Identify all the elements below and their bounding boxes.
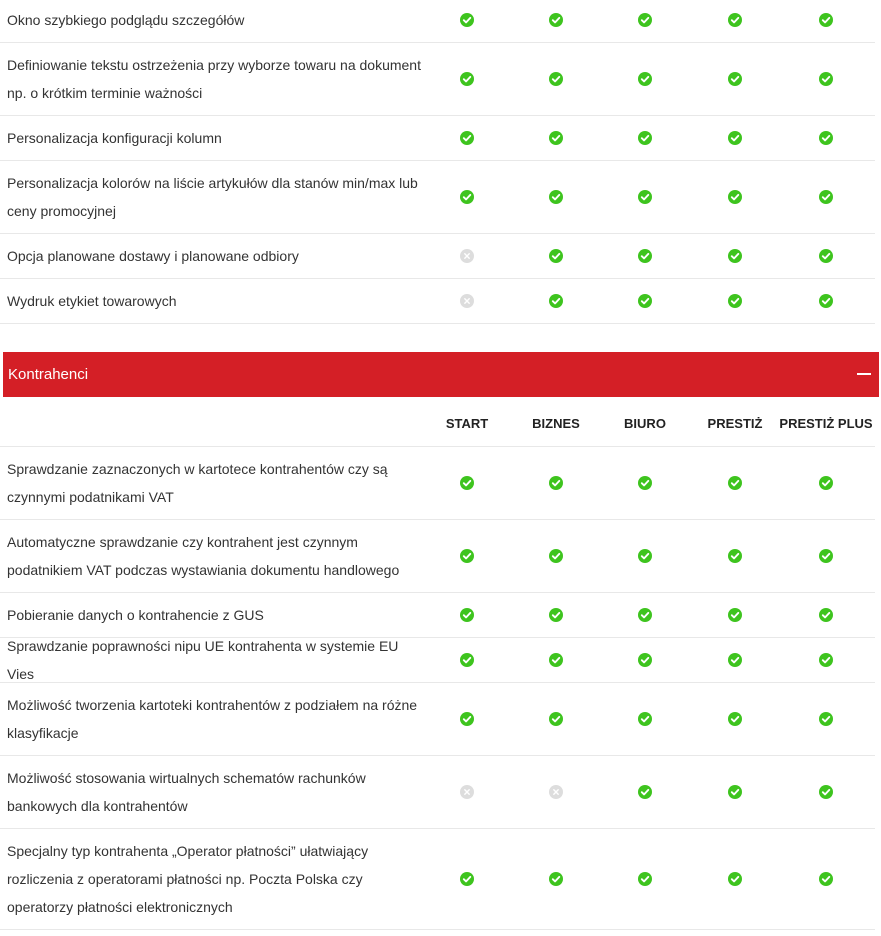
plan-cell-3 <box>705 593 765 637</box>
check-icon <box>460 549 474 563</box>
table-row <box>0 829 875 930</box>
plan-cell-0 <box>437 520 497 592</box>
plan-cell-3 <box>705 279 765 323</box>
feature-label-line: Opcja planowane dostawy i planowane odbiory <box>7 248 299 264</box>
check-icon <box>728 13 742 27</box>
plan-cell-1 <box>526 447 586 519</box>
check-icon <box>819 712 833 726</box>
plan-cell-1 <box>526 829 586 929</box>
table-row <box>0 161 875 234</box>
plan-cell-3 <box>705 0 765 42</box>
check-icon <box>460 131 474 145</box>
check-icon <box>819 190 833 204</box>
section-header-kontrahenci[interactable] <box>3 352 879 397</box>
check-icon <box>819 785 833 799</box>
check-icon <box>638 549 652 563</box>
plan-cell-3 <box>705 829 765 929</box>
plan-header-4: PRESTIŻ PLUS <box>779 416 873 431</box>
feature-label-line: podatnikiem VAT podczas wystawiania dokumentu handlowego <box>7 562 400 578</box>
plan-cell-2 <box>615 638 675 682</box>
feature-label-line: Możliwość stosowania wirtualnych schematów rachunków <box>7 770 366 786</box>
table-row <box>0 638 875 683</box>
check-icon <box>819 476 833 490</box>
check-icon <box>819 131 833 145</box>
check-icon <box>460 13 474 27</box>
feature-label-line: Możliwość tworzenia kartoteki kontrahentów z podziałem na różne <box>7 697 418 713</box>
plan-cell-1 <box>526 0 586 42</box>
check-icon <box>819 72 833 86</box>
plan-cell-2 <box>615 593 675 637</box>
feature-label-line: Wydruk etykiet towarowych <box>7 293 177 309</box>
check-icon <box>549 294 563 308</box>
feature-label-line: Personalizacja konfiguracji kolumn <box>7 130 222 146</box>
feature-label <box>7 279 427 323</box>
plan-cell-3 <box>705 161 765 233</box>
check-icon <box>728 785 742 799</box>
plan-cell-4 <box>796 638 856 682</box>
plan-cell-1 <box>526 683 586 755</box>
plan-cell-4 <box>796 279 856 323</box>
feature-label-line: Pobieranie danych o kontrahencie z GUS <box>7 607 264 623</box>
plan-cell-4 <box>796 829 856 929</box>
feature-label-line: Okno szybkiego podglądu szczegółów <box>7 12 245 28</box>
check-icon <box>728 249 742 263</box>
plan-cell-3 <box>705 447 765 519</box>
feature-label-line: czynnymi podatnikami VAT <box>7 489 174 505</box>
check-icon <box>549 653 563 667</box>
plan-cell-1 <box>526 43 586 115</box>
table-row <box>0 279 875 324</box>
plan-cell-2 <box>615 0 675 42</box>
plan-cell-1 <box>526 520 586 592</box>
check-icon <box>549 190 563 204</box>
plan-cell-0 <box>437 447 497 519</box>
plan-cell-4 <box>796 43 856 115</box>
check-icon <box>638 249 652 263</box>
check-icon <box>728 190 742 204</box>
check-icon <box>819 294 833 308</box>
plan-cell-0 <box>437 829 497 929</box>
plan-header-row <box>0 401 875 447</box>
check-icon <box>549 608 563 622</box>
feature-label <box>7 593 427 637</box>
feature-label-line: Sprawdzanie poprawności nipu UE kontrahenta w systemie EU Vies <box>7 638 399 682</box>
plan-cell-0 <box>437 279 497 323</box>
plan-cell-0 <box>437 234 497 278</box>
check-icon <box>819 653 833 667</box>
feature-label-line: Sprawdzanie zaznaczonych w kartotece kontrahentów czy są <box>7 461 388 477</box>
check-icon <box>549 13 563 27</box>
minus-icon[interactable] <box>857 373 871 375</box>
check-icon <box>728 872 742 886</box>
check-icon <box>549 549 563 563</box>
check-icon <box>728 294 742 308</box>
plan-cell-1 <box>526 116 586 160</box>
plan-header-3: PRESTIŻ <box>707 416 763 431</box>
feature-label-line: Definiowanie tekstu ostrzeżenia przy wyborze towaru na dokument <box>7 57 421 73</box>
plan-cell-4 <box>796 447 856 519</box>
feature-label-line: ceny promocyjnej <box>7 203 116 219</box>
check-icon <box>728 608 742 622</box>
check-icon <box>460 608 474 622</box>
plan-cell-2 <box>615 161 675 233</box>
check-icon <box>549 72 563 86</box>
check-icon <box>549 249 563 263</box>
plan-cell-2 <box>615 447 675 519</box>
check-icon <box>819 608 833 622</box>
unavailable-icon <box>460 294 474 308</box>
table-row <box>0 0 875 43</box>
feature-label-line: Specjalny typ kontrahenta „Operator płatności” ułatwiający <box>7 843 369 859</box>
check-icon <box>638 653 652 667</box>
plan-cell-0 <box>437 638 497 682</box>
feature-label <box>7 43 427 115</box>
check-icon <box>819 13 833 27</box>
check-icon <box>549 476 563 490</box>
check-icon <box>638 294 652 308</box>
check-icon <box>460 712 474 726</box>
plan-cell-1 <box>526 234 586 278</box>
plan-cell-2 <box>615 520 675 592</box>
plan-cell-0 <box>437 756 497 828</box>
plan-cell-1 <box>526 279 586 323</box>
unavailable-icon <box>460 249 474 263</box>
check-icon <box>819 249 833 263</box>
feature-label <box>7 116 427 160</box>
plan-cell-3 <box>705 43 765 115</box>
check-icon <box>728 653 742 667</box>
plan-cell-2 <box>615 43 675 115</box>
check-icon <box>460 872 474 886</box>
check-icon <box>728 131 742 145</box>
check-icon <box>460 653 474 667</box>
plan-cell-0 <box>437 593 497 637</box>
check-icon <box>638 131 652 145</box>
check-icon <box>638 785 652 799</box>
check-icon <box>460 72 474 86</box>
feature-label-line: Personalizacja kolorów na liście artykułów dla stanów min/max lub <box>7 175 418 191</box>
plan-header-0: START <box>445 416 489 431</box>
check-icon <box>460 190 474 204</box>
feature-label <box>7 447 427 519</box>
feature-label <box>7 161 427 233</box>
plan-cell-3 <box>705 756 765 828</box>
check-icon <box>638 72 652 86</box>
feature-label-line: operatorzy płatności elektronicznych <box>7 899 233 915</box>
check-icon <box>728 72 742 86</box>
table-row <box>0 683 875 756</box>
table-row <box>0 234 875 279</box>
plan-cell-2 <box>615 116 675 160</box>
check-icon <box>638 608 652 622</box>
plan-cell-4 <box>796 0 856 42</box>
check-icon <box>460 476 474 490</box>
plan-cell-4 <box>796 683 856 755</box>
plan-cell-4 <box>796 116 856 160</box>
plan-cell-2 <box>615 234 675 278</box>
plan-cell-4 <box>796 234 856 278</box>
feature-label <box>7 683 427 755</box>
plan-cell-4 <box>796 520 856 592</box>
feature-label <box>7 638 427 682</box>
plan-cell-4 <box>796 161 856 233</box>
feature-label <box>7 756 427 828</box>
check-icon <box>549 712 563 726</box>
check-icon <box>728 712 742 726</box>
plan-cell-3 <box>705 234 765 278</box>
plan-cell-0 <box>437 43 497 115</box>
plan-cell-0 <box>437 683 497 755</box>
plan-cell-2 <box>615 279 675 323</box>
plan-cell-3 <box>705 116 765 160</box>
feature-label <box>7 829 427 929</box>
check-icon <box>638 190 652 204</box>
feature-label-line: klasyfikacje <box>7 725 79 741</box>
plan-cell-4 <box>796 756 856 828</box>
plan-cell-4 <box>796 593 856 637</box>
plan-cell-3 <box>705 520 765 592</box>
plan-cell-2 <box>615 756 675 828</box>
table-row <box>0 116 875 161</box>
plan-cell-1 <box>526 638 586 682</box>
plan-header-1: BIZNES <box>532 416 580 431</box>
table-row <box>0 447 875 520</box>
feature-label <box>7 520 427 592</box>
feature-label <box>7 0 427 42</box>
plan-header-2: BIURO <box>624 416 666 431</box>
plan-cell-2 <box>615 829 675 929</box>
section-title: Kontrahenci <box>8 366 89 383</box>
check-icon <box>638 476 652 490</box>
plan-cell-0 <box>437 0 497 42</box>
check-icon <box>638 712 652 726</box>
plan-cell-1 <box>526 593 586 637</box>
check-icon <box>638 13 652 27</box>
plan-cell-1 <box>526 161 586 233</box>
feature-label-line: np. o krótkim terminie ważności <box>7 85 203 101</box>
check-icon <box>549 872 563 886</box>
plan-cell-2 <box>615 683 675 755</box>
feature-label-line: rozliczenia z operatorami płatności np. Poczta Polska czy <box>7 871 363 887</box>
check-icon <box>728 549 742 563</box>
plan-cell-0 <box>437 116 497 160</box>
check-icon <box>728 476 742 490</box>
plan-cell-0 <box>437 161 497 233</box>
table-row <box>0 756 875 829</box>
feature-label-line: bankowych dla kontrahentów <box>7 798 188 814</box>
unavailable-icon <box>460 785 474 799</box>
check-icon <box>819 549 833 563</box>
table-row <box>0 43 875 116</box>
check-icon <box>638 872 652 886</box>
check-icon <box>549 131 563 145</box>
plan-cell-1 <box>526 756 586 828</box>
feature-label <box>7 234 427 278</box>
check-icon <box>819 872 833 886</box>
feature-label-line: Automatyczne sprawdzanie czy kontrahent jest czynnym <box>7 534 358 550</box>
table-row <box>0 520 875 593</box>
plan-cell-3 <box>705 638 765 682</box>
unavailable-icon <box>549 785 563 799</box>
plan-cell-3 <box>705 683 765 755</box>
